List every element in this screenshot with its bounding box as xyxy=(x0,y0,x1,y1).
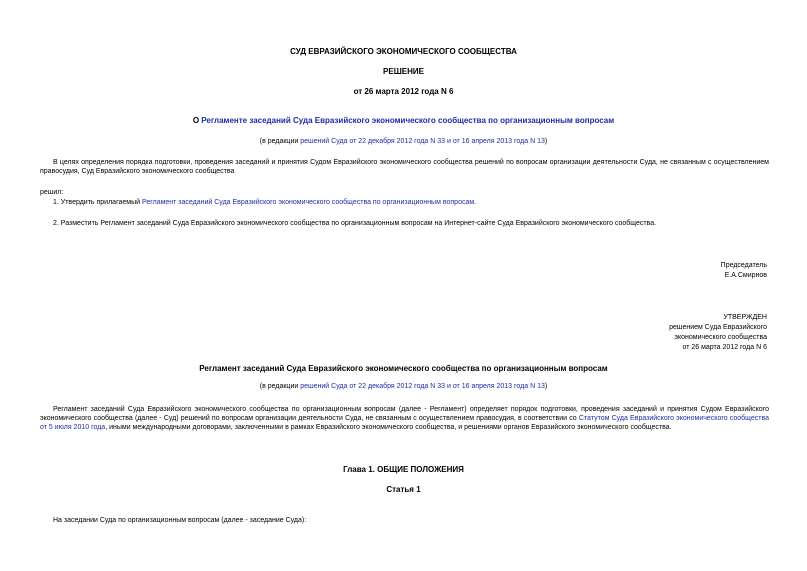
item-1-link[interactable]: Регламент заседаний Суда Евразийского экономического сообщества по организационным вопросам xyxy=(141,199,475,206)
decision-title-link[interactable]: Регламенте заседаний Суда Евразийского экономического сообщества по организационным вопросам xyxy=(201,116,615,125)
signature-name: Е.А.Смирнов xyxy=(724,272,767,279)
item-1-prefix: 1. Утвердить прилагаемый xyxy=(53,199,142,206)
regulation-intro-paragraph xyxy=(40,405,769,432)
item-1-suffix: . xyxy=(474,199,477,206)
court-name: СУД ЕВРАЗИЙСКОГО ЭКОНОМИЧЕСКОГО СООБЩЕСТВА xyxy=(290,47,517,56)
chapter-heading: Глава 1. ОБЩИЕ ПОЛОЖЕНИЯ xyxy=(343,465,464,474)
decision-title-prefix: О xyxy=(192,116,202,125)
edition-open: (в редакции xyxy=(259,138,301,145)
approved-line-1: УТВЕРЖДЕН xyxy=(723,314,767,321)
edition-link-1[interactable]: решений Суда от 22 декабря 2012 года N 33 и от 16 апреля 2013 года N 13 xyxy=(300,138,545,145)
item-1 xyxy=(53,198,769,207)
edition-open-2: (в редакции xyxy=(259,383,301,390)
signature-role: Председатель xyxy=(720,262,767,269)
item-2: 2. Разместить Регламент заседаний Суда Евразийского экономического сообщества по организационным вопросам на Интернет-сайте Суда Евразийского экономического сообщества. xyxy=(53,220,657,227)
edition-close: ) xyxy=(544,138,548,145)
regulation-intro-text-2: , иными международными договорами, заключенными в рамках Евразийского экономического сообщества, и решениями органов Евразийского экономического сообщества. xyxy=(105,424,672,431)
preamble-paragraph: В целях определения порядка подготовки, проведения заседаний и принятия Судом Евразийского экономического сообщества решений по вопросам организации деятельности Суда, не связанным с осуществлением правосудия, Суд Евразийского экономического сообщества xyxy=(40,159,769,175)
approved-line-4: от 26 марта 2012 года N 6 xyxy=(682,344,767,351)
decision-date: от 26 марта 2012 года N 6 xyxy=(353,87,454,96)
statute-link[interactable]: Статутом Суда Евразийского экономического сообщества от 5 июля 2010 года xyxy=(40,415,769,431)
approved-line-2: решением Суда Евразийского xyxy=(669,324,767,331)
regulation-intro-text-1: Регламент заседаний Суда Евразийского экономического сообщества по организационным вопросам (далее - Регламент) определяет порядок подготовки, проведения заседаний и принятия Судом Евразийского экономического сообщества (далее - Суд) решений по вопросам организации деятельности Суда, не связанным с осуществлением правосудия, в соответствии со xyxy=(40,406,769,422)
decision-title xyxy=(0,116,807,125)
regulation-title: Регламент заседаний Суда Евразийского экономического сообщества по организационным вопросам xyxy=(199,364,608,373)
edition-close-2: ) xyxy=(544,383,548,390)
article-1-text: На заседании Суда по организационным вопросам (далее - заседание Суда): xyxy=(53,517,307,524)
edition-note-2 xyxy=(0,382,807,391)
decided-label: решил: xyxy=(40,189,64,196)
decision-label: РЕШЕНИЕ xyxy=(383,67,424,76)
edition-link-2[interactable]: решений Суда от 22 декабря 2012 года N 33 и от 16 апреля 2013 года N 13 xyxy=(300,383,545,390)
edition-note-1 xyxy=(0,137,807,146)
approved-line-3: экономического сообщества xyxy=(674,334,767,341)
article-heading: Статья 1 xyxy=(386,485,421,494)
